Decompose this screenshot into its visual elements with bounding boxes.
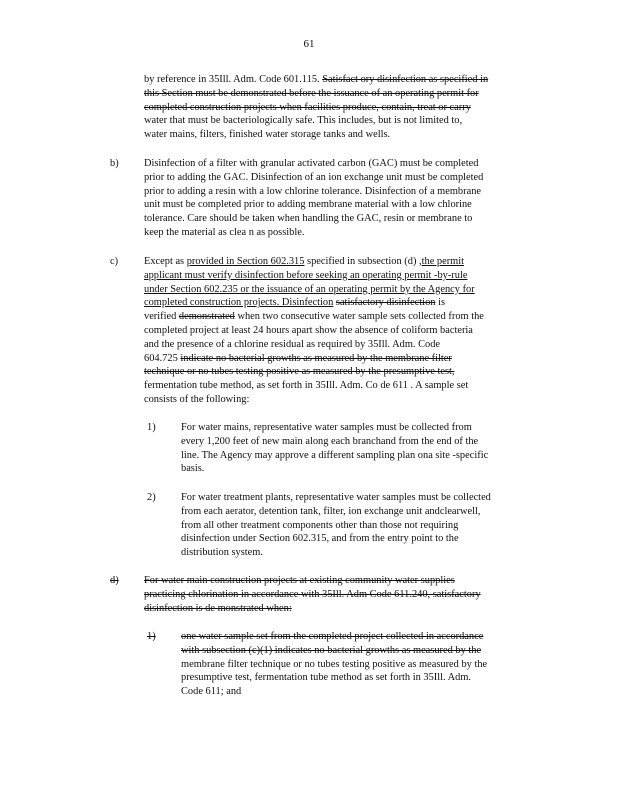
text-run: tolerance. Care should be taken when handling the GAC, resin or membrane to xyxy=(144,213,473,225)
text-run: water mains, filters, finished water storage tanks and wells. xyxy=(144,129,391,141)
text-line xyxy=(144,602,544,616)
text-line xyxy=(144,324,535,338)
text-line xyxy=(181,435,526,449)
item-d-sub1-label: 1) xyxy=(147,631,156,642)
text-line xyxy=(144,73,544,87)
deleted-text: demonstrated xyxy=(178,311,235,323)
text-line xyxy=(181,671,534,685)
inserted-text: completed construction projects. Disinfection xyxy=(144,297,334,309)
text-run: Code 611; and xyxy=(181,686,242,698)
deleted-text: practicing chlorination in accordance with 35Ill. Adm Code 611.240, satisfactory xyxy=(144,588,481,600)
text-run: distribution system. xyxy=(181,547,263,559)
item-c-sub2-label: 2) xyxy=(147,492,156,503)
page-number: 61 xyxy=(303,38,315,50)
text-line xyxy=(144,269,535,283)
text-line xyxy=(181,546,533,560)
item-c-sub2-paragraph xyxy=(181,491,533,560)
item-d-sub1-paragraph xyxy=(181,630,534,699)
text-run: from each aerator, detention tank, filter, ion exchange unit andclearwell, xyxy=(181,505,481,517)
deleted-text: this Section must be demonstrated before the issuance of an operating permit for xyxy=(144,87,479,99)
text-line xyxy=(144,574,544,588)
text-line xyxy=(144,283,535,297)
text-run: prior to adding the GAC. Disinfection of an ion exchange unit must be completed xyxy=(144,171,484,183)
text-run: line. The Agency may approve a different sampling plan ona site -specific xyxy=(181,449,489,461)
text-line xyxy=(144,128,544,142)
inserted-text: applicant must verify disinfection before seeking an operating permit -by-rule xyxy=(144,269,468,281)
text-run: unit must be completed prior to adding membrane material with a low chlorine xyxy=(144,199,472,211)
text-run: from all other treatment components other than those not requiring xyxy=(181,519,459,531)
text-line xyxy=(144,393,535,407)
text-run: is xyxy=(435,297,445,309)
text-line xyxy=(181,532,533,546)
text-run: and the presence of a chlorine residual as required by 35Ill. Adm. Code xyxy=(144,338,441,350)
inserted-text: the permit xyxy=(421,256,465,267)
item-b-label: b) xyxy=(110,158,119,169)
text-run: fermentation tube method, as set forth in 35Ill. Adm. Co de 611 . A sample set xyxy=(144,380,469,392)
item-b-paragraph xyxy=(144,157,535,240)
text-line xyxy=(181,685,534,699)
text-run: keep the material as clea n as possible. xyxy=(144,226,305,238)
text-line xyxy=(181,491,533,505)
text-run: by reference in 35Ill. Adm. Code 601.115. xyxy=(144,74,323,85)
text-line xyxy=(181,644,534,658)
deleted-text: Satisfact ory disinfection as specified in xyxy=(322,74,489,85)
inserted-text: provided in Section 602.315 xyxy=(186,256,305,267)
deleted-text: one water sample set from the completed project collected in accordance xyxy=(181,631,484,642)
text-run: specified in subsection (d) , xyxy=(304,256,422,267)
text-run: completed project at least 24 hours apart show the absence of coliform bacteria xyxy=(144,324,473,336)
text-line xyxy=(144,212,535,226)
text-run: when two consecutive water sample sets collected from the xyxy=(234,311,484,323)
text-run: membrane filter technique or no tubes testing positive as measured by the xyxy=(181,658,488,670)
text-run: presumptive test, fermentation tube method as set forth in 35Ill. Adm. xyxy=(181,672,472,684)
text-line xyxy=(144,157,535,171)
deleted-text: completed construction projects when facilities produce, contain, treat or carry xyxy=(144,101,471,113)
text-run: Except as xyxy=(144,256,187,267)
text-line xyxy=(181,421,526,435)
text-run: basis. xyxy=(181,463,205,475)
text-run: For water treatment plants, representative water samples must be collected xyxy=(181,492,491,503)
text-line xyxy=(181,449,526,463)
text-line xyxy=(144,87,544,101)
text-line xyxy=(181,505,533,519)
text-run: For water mains, representative water samples must be collected from xyxy=(181,422,472,433)
text-run: prior to adding a resin with a low chlorine tolerance. Disinfection of a membrane xyxy=(144,185,482,197)
inserted-text: under Section 602.235 or the issuance of an operating permit by the Agency for xyxy=(144,283,475,295)
text-line xyxy=(144,352,535,366)
text-run: Disinfection of a filter with granular activated carbon (GAC) must be completed xyxy=(144,158,479,169)
text-line xyxy=(144,338,535,352)
text-line xyxy=(144,365,535,379)
text-line xyxy=(181,462,526,476)
text-line xyxy=(181,519,533,533)
text-line xyxy=(144,310,535,324)
text-line xyxy=(144,114,544,128)
text-line xyxy=(144,588,544,602)
item-d-paragraph xyxy=(144,574,544,615)
deleted-text: satisfactory disinfection xyxy=(335,297,436,309)
item-c-label: c) xyxy=(110,256,119,267)
text-line xyxy=(144,296,535,310)
text-run: 604.725 xyxy=(144,352,181,364)
deleted-text: technique or no tubes testing positive as measured by the presumptive test, xyxy=(144,366,455,378)
text-run: every 1,200 feet of new main along each branchand from the end of the xyxy=(181,435,479,447)
text-line xyxy=(181,658,534,672)
text-run: water that must be bacteriologically safe. This includes, but is not limited to, xyxy=(144,115,463,127)
text-line xyxy=(144,171,535,185)
deleted-text: indicate no bacterial growths as measured by the membrane filter xyxy=(180,352,452,364)
item-c-sub1-paragraph xyxy=(181,421,526,476)
item-d-label: d) xyxy=(110,575,119,586)
text-line xyxy=(144,255,535,269)
item-c-sub1-label: 1) xyxy=(147,422,156,433)
deleted-text: For water main construction projects at existing community water supplies xyxy=(144,575,455,586)
text-line xyxy=(144,101,544,115)
text-run: consists of the following: xyxy=(144,393,250,405)
text-run: verified xyxy=(144,311,179,323)
intro-paragraph xyxy=(144,73,544,142)
text-line xyxy=(144,379,535,393)
text-line xyxy=(144,198,535,212)
text-run: disinfection under Section 602.315, and from the entry point to the xyxy=(181,533,459,545)
deleted-text: disinfection is de monstrated when: xyxy=(144,602,292,614)
text-line xyxy=(144,226,535,240)
item-c-paragraph xyxy=(144,255,535,407)
deleted-text: with subsection (c)(1) indicates no bacterial growths as measured by the xyxy=(181,644,482,656)
text-line xyxy=(181,630,534,644)
text-line xyxy=(144,185,535,199)
